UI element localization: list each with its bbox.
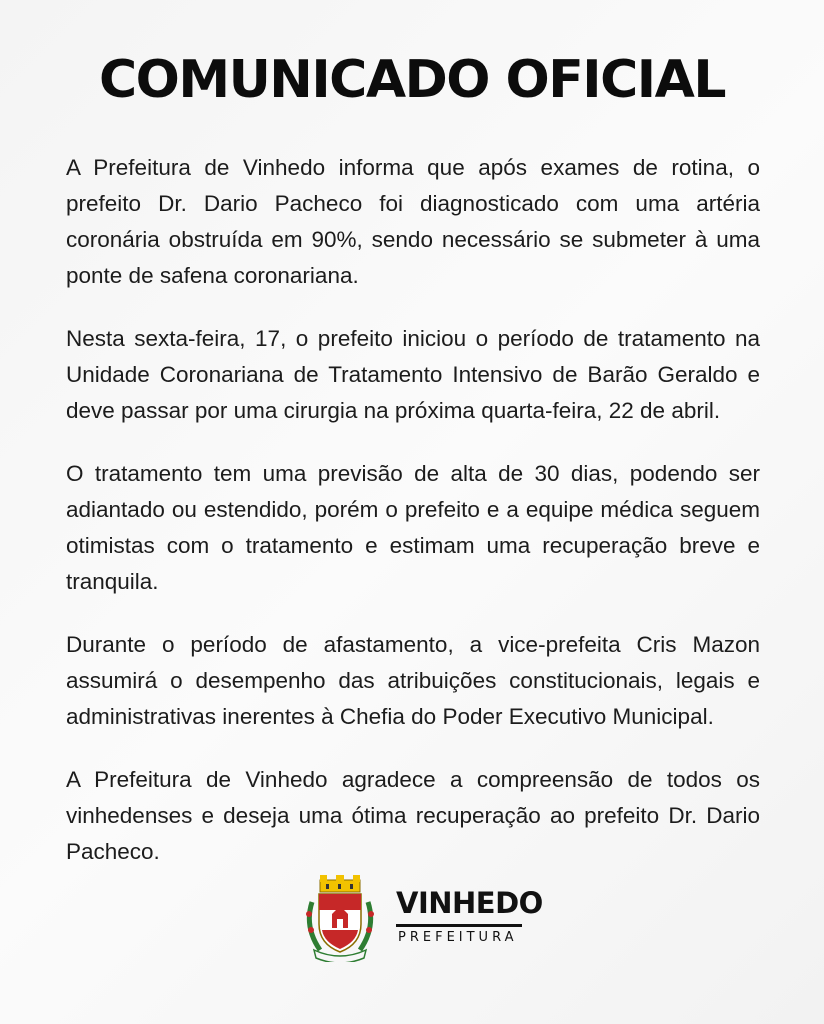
brand-name: VINHEDO (396, 886, 543, 920)
page-title: COMUNICADO OFICIAL (98, 50, 726, 110)
paragraph: Nesta sexta-feira, 17, o prefeito iniciou o período de tratamento na Unidade Coronariana de Tratamento Intensivo de Barão Geraldo e deve passar por uma cirurgia na próxima quarta-feira, 22 de abril. (66, 326, 760, 423)
brand-subtitle: PREFEITURA (398, 930, 518, 945)
paragraph: A Prefeitura de Vinhedo agradece a compreensão de todos os vinhedenses e deseja uma ótima recuperação ao prefeito Dr. Dario Pacheco. (66, 767, 760, 864)
paragraph: O tratamento tem uma previsão de alta de 30 dias, podendo ser adiantado ou estendido, porém o prefeito e a equipe médica seguem otimistas com o tratamento e estimam uma recuperação breve e tranquila. (66, 461, 760, 594)
municipal-coat-of-arms-icon (302, 872, 378, 962)
prefeitura-logo (302, 872, 543, 962)
announcement-body (66, 150, 760, 897)
brand-divider (396, 924, 522, 927)
paragraph: Durante o período de afastamento, a vice-prefeita Cris Mazon assumirá o desempenho das atribuições constitucionais, legais e administrativas inerentes à Chefia do Poder Executivo Municipal. (66, 632, 760, 729)
paragraph: A Prefeitura de Vinhedo informa que após exames de rotina, o prefeito Dr. Dario Pacheco foi diagnosticado com uma artéria coronária obstruída em 90%, sendo necessário se submeter à uma ponte de safena coronariana. (66, 155, 760, 288)
